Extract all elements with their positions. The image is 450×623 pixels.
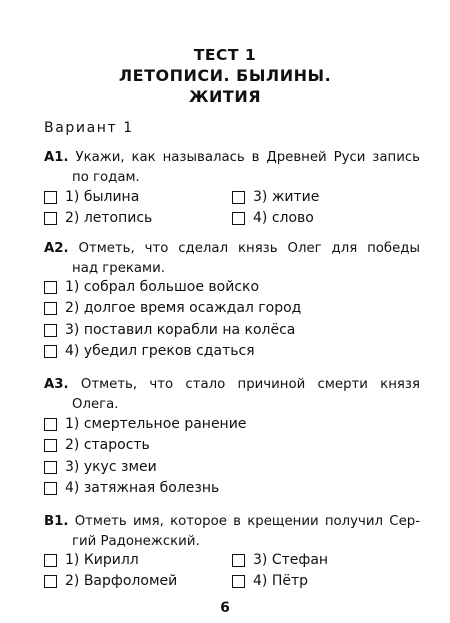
option-label: 2) Варфоломей (65, 573, 178, 589)
test-title: ЛЕТОПИСИ. БЫЛИНЫ. (118, 66, 332, 85)
checkbox[interactable] (44, 191, 57, 204)
option-label: 4) Пётр (253, 573, 309, 589)
option-a3-1[interactable] (44, 414, 246, 434)
option-b1-4[interactable] (232, 571, 308, 591)
option-a2-3[interactable] (44, 320, 295, 340)
variant-label: Вариант 1 (44, 120, 134, 136)
checkbox[interactable] (232, 191, 245, 204)
question-a3-line2: Олега. (72, 397, 119, 412)
option-label: 3) поставил корабли на колёса (65, 322, 296, 338)
question-text: Отметь, что стало причиной смерти князя (80, 377, 420, 392)
checkbox[interactable] (44, 302, 57, 315)
option-a3-4[interactable] (44, 478, 219, 498)
option-a1-1[interactable] (44, 187, 139, 207)
option-a1-3[interactable] (232, 187, 319, 207)
option-label: 1) Кирилл (65, 552, 139, 568)
option-label: 4) слово (253, 210, 314, 226)
test-subtitle: ЖИТИЯ (188, 87, 262, 106)
option-label: 2) летопись (65, 210, 153, 226)
page-number: 6 (220, 600, 230, 616)
option-label: 1) былина (65, 189, 140, 205)
option-a2-2[interactable] (44, 298, 301, 318)
question-b1 (44, 512, 420, 552)
option-label: 4) убедил греков сдаться (65, 343, 255, 359)
checkbox[interactable] (44, 575, 57, 588)
option-a3-2[interactable] (44, 435, 150, 455)
checkbox[interactable] (232, 212, 245, 225)
question-text: Отметь имя, которое в крещении получил Сер- (74, 514, 421, 529)
option-label: 1) собрал большое войско (65, 279, 260, 295)
option-a2-1[interactable] (44, 277, 259, 297)
checkbox[interactable] (44, 554, 57, 567)
option-a3-3[interactable] (44, 457, 157, 477)
question-a2-line2: над греками. (72, 261, 165, 276)
option-label: 3) Стефан (253, 552, 329, 568)
checkbox[interactable] (232, 575, 245, 588)
checkbox[interactable] (232, 554, 245, 567)
question-a3-line1 (44, 375, 420, 395)
option-a1-4[interactable] (232, 208, 314, 228)
option-label: 3) укус змеи (65, 459, 157, 475)
question-a1 (44, 148, 420, 188)
question-a1-line1 (44, 148, 420, 168)
checkbox[interactable] (44, 345, 57, 358)
checkbox[interactable] (44, 212, 57, 225)
checkbox[interactable] (44, 482, 57, 495)
checkbox[interactable] (44, 281, 57, 294)
checkbox[interactable] (44, 461, 57, 474)
question-number: А2. (44, 241, 69, 256)
question-b1-line1 (44, 512, 420, 532)
question-a3 (44, 375, 420, 415)
option-b1-3[interactable] (232, 550, 328, 570)
option-label: 2) долгое время осаждал город (65, 300, 302, 316)
checkbox[interactable] (44, 418, 57, 431)
option-a2-4[interactable] (44, 341, 255, 361)
question-number: А1. (44, 150, 69, 165)
question-a1-line2: по годам. (72, 170, 140, 185)
question-a2 (44, 239, 420, 279)
option-b1-1[interactable] (44, 550, 139, 570)
question-number: А3. (44, 377, 69, 392)
option-label: 2) старость (65, 437, 150, 453)
test-number: ТЕСТ 1 (193, 46, 257, 64)
option-a1-2[interactable] (44, 208, 152, 228)
option-label: 3) житие (253, 189, 320, 205)
option-label: 1) смертельное ранение (65, 416, 247, 432)
option-b1-2[interactable] (44, 571, 177, 591)
checkbox[interactable] (44, 439, 57, 452)
question-a2-line1 (44, 239, 420, 259)
question-number: В1. (44, 514, 69, 529)
question-text: Отметь, что сделал князь Олег для победы (78, 241, 420, 256)
checkbox[interactable] (44, 324, 57, 337)
question-text: Укажи, как называлась в Древней Руси запись (75, 150, 420, 165)
option-label: 4) затяжная болезнь (65, 480, 220, 496)
question-b1-line2: гий Радонежский. (72, 534, 200, 549)
